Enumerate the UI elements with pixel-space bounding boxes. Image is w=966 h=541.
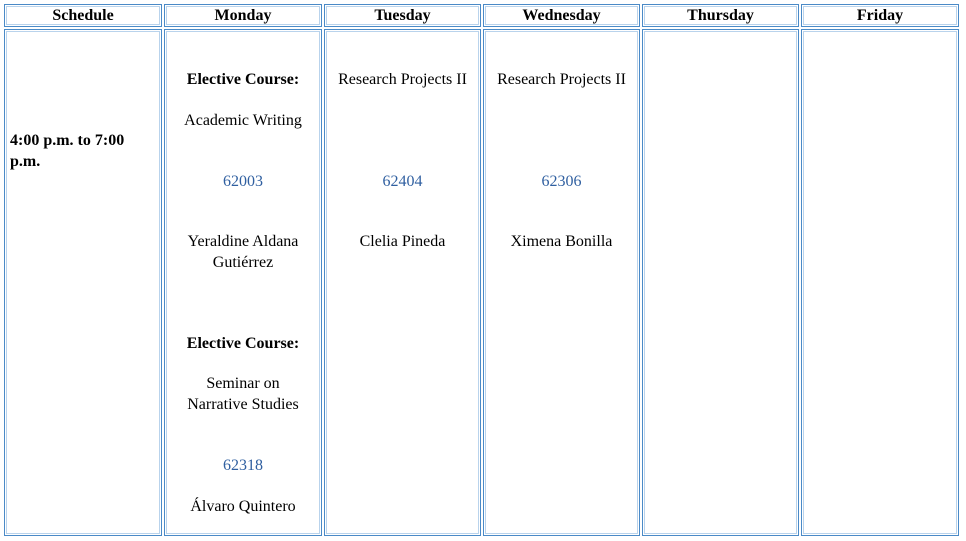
- teacher-name: Clelia Pineda: [359, 233, 446, 250]
- time-slot: 4:00 p.m. to 7:00 p.m.: [10, 132, 125, 170]
- header-wednesday: [483, 4, 640, 27]
- header-tuesday: [324, 4, 481, 27]
- schedule-cell: [4, 29, 162, 536]
- teacher-name-line2: Gutiérrez: [212, 254, 274, 271]
- course-name: Academic Writing: [184, 112, 302, 129]
- header-label: Schedule: [52, 6, 114, 24]
- monday-cell: [164, 29, 322, 536]
- thursday-cell: [642, 29, 799, 536]
- course-name: Research Projects II: [497, 71, 626, 88]
- course-type-label: Elective Course:: [186, 335, 300, 352]
- course-code: 62404: [382, 173, 423, 190]
- tuesday-cell: [324, 29, 481, 536]
- header-label: Thursday: [687, 6, 754, 24]
- header-thursday: [642, 4, 799, 27]
- header-label: Monday: [214, 6, 272, 24]
- course-type-label: Elective Course:: [186, 71, 300, 88]
- wednesday-cell: [483, 29, 640, 536]
- header-label: Tuesday: [374, 6, 431, 24]
- header-friday: [801, 4, 959, 27]
- course-name: Research Projects II: [338, 71, 467, 88]
- friday-cell: [801, 29, 959, 536]
- course-code: 62306: [541, 173, 582, 190]
- teacher-name: Ximena Bonilla: [510, 233, 613, 250]
- header-schedule: [4, 4, 162, 27]
- teacher-name: Álvaro Quintero: [190, 498, 296, 515]
- teacher-name-line1: Yeraldine Aldana: [187, 233, 299, 250]
- header-label: Friday: [856, 6, 904, 24]
- course-name-line2: Narrative Studies: [187, 396, 299, 413]
- course-code: 62318: [223, 457, 263, 474]
- header-label: Wednesday: [522, 6, 601, 24]
- header-monday: [164, 4, 322, 27]
- course-code: 62003: [223, 173, 263, 190]
- course-name-line1: Seminar on: [206, 375, 280, 392]
